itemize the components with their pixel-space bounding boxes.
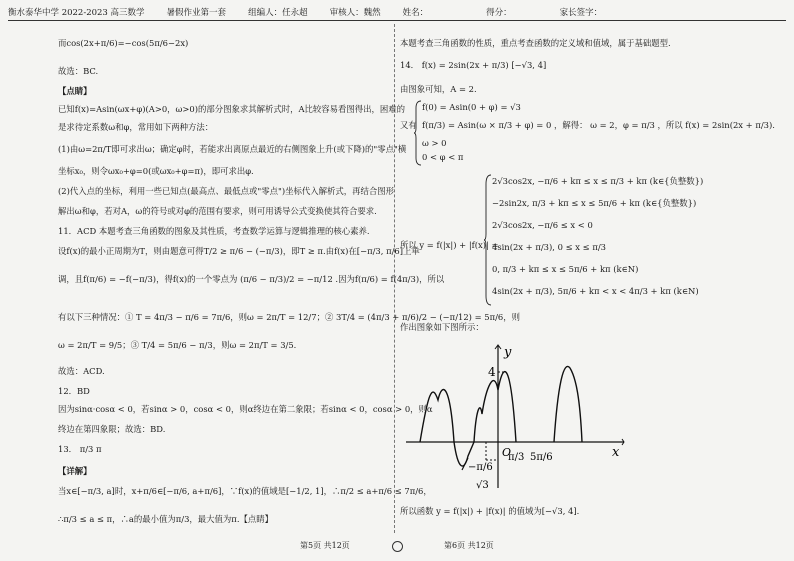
- brace-icon: [484, 174, 492, 306]
- text-line: 由图象可知，A = 2.: [400, 84, 477, 94]
- page-number-left: 第5页 共12页: [300, 541, 350, 550]
- curve-right: [554, 366, 582, 442]
- header-reviewer: 审核人：魏然: [329, 8, 381, 18]
- tick-label: 5π/6: [530, 452, 553, 463]
- header-compiler: 组编人：任永超: [248, 8, 308, 18]
- text-line: 12．BD: [58, 386, 90, 396]
- origin-label: O: [502, 446, 512, 459]
- max-label: 4: [488, 365, 496, 379]
- text-line: 调，且f(π/6) = −f(−π/3)，得f(x)的一个零点为 (π/6 − π/3)/2 = −π/12 .因为f(π/6) = f(4π/3)，所以: [58, 274, 445, 284]
- header-score: 得分：: [486, 8, 512, 18]
- text-line: 有以下三种情况：① T = 4π/3 − π/6 = 7π/6，则ω = 2π/T = 12/7；② 3T/4 = (4π/3 + π/6)/2 − (−π/12) = 5π/6，则: [58, 312, 521, 322]
- system-line: f(0) = Asin(0 + φ) = √3: [422, 102, 521, 112]
- piecewise-line: 2√3cos2x, −π/6 ≤ x < 0: [492, 220, 593, 230]
- text-line: 13． π/3 π: [58, 444, 102, 454]
- min-label: √3: [476, 480, 489, 490]
- header-parent: 家长签字：: [559, 8, 603, 18]
- text-line: 已知f(x)=Asin(ωx+φ)(A>0，ω>0)的部分图象求其解析式时，A比较容易看图得出，困难的: [58, 104, 406, 114]
- tick-label: π/3: [508, 452, 525, 463]
- text-line: 终边在第四象限；故选：BD.: [58, 424, 166, 434]
- text-line: 11．ACD 本题考查三角函数的图象及其性质，考查数学运算与逻辑推理的核心素养.: [58, 226, 370, 236]
- x-axis-label: x: [612, 445, 620, 460]
- text-line: 坐标x₀，则令ωx₀+φ=0(或ωx₀+φ=π)，即可求出φ.: [58, 166, 254, 176]
- text-line: ω = 2π/T = 9/5；③ T/4 = 5π/6 − π/3，则ω = 2π/T = 3/5.: [58, 340, 297, 350]
- text-line: (2)代入点的坐标，利用一些已知点(最高点、最低点或"零点")坐标代入解析式，再结合图形: [58, 186, 394, 196]
- text-line: ∴π/3 ≤ a ≤ π，∴a的最小值为π/3，最大值为π.【点睛】: [58, 514, 273, 524]
- text-line: 因为sinα·cosα < 0，若sinα > 0，cosα < 0，则α终边在第二象限；若sinα < 0，cosα > 0，则α: [58, 404, 433, 414]
- y-axis-label: y: [504, 345, 512, 360]
- text-line: 当x∈[−π/3, a]时，x+π/6∈[−π/6, a+π/6]，∵f(x)的值域是[−1/2, 1]，∴π/2 ≤ a+π/6 ≤ 7π/6，: [58, 486, 432, 496]
- text-line: 是求待定系数ω和φ，常用如下两种方法：: [58, 122, 214, 132]
- piecewise-line: 4sin(2x + π/3), 5π/6 + kπ < x < 4π/3 + kπ (k∈N): [492, 286, 699, 296]
- text-line: 14． f(x) = 2sin(2x + π/3) [−√3, 4]: [400, 60, 547, 70]
- text-line: 设f(x)的最小正周期为T，则由题意可得T/2 ≥ π/6 − (−π/3)，即T ≥ π.由f(x)在[−π/3, π/6]上单: [58, 246, 420, 256]
- piecewise-line: 2√3cos2x, −π/6 + kπ ≤ x ≤ π/3 + kπ (k∈{负整数}): [492, 176, 704, 186]
- section-tag: 【详解】: [58, 466, 92, 476]
- header-title: 暑假作业第一套: [166, 8, 227, 18]
- piecewise-line: −2sin2x, π/3 + kπ ≤ x ≤ 5π/6 + kπ (k∈{负整数}): [492, 198, 697, 208]
- text-line: 而cos(2x+π/6)=−cos(5π/6−2x): [58, 38, 189, 48]
- function-graph: [402, 342, 628, 490]
- piecewise-line: 0, π/3 + kπ ≤ x ≤ 5π/6 + kπ (k∈N): [492, 264, 639, 274]
- binding-hole-icon: [392, 541, 403, 552]
- piecewise-line: 4sin(2x + π/3), 0 ≤ x ≤ π/3: [492, 242, 606, 252]
- text-line: 作出图象如下图所示：: [400, 322, 484, 332]
- curve-left: [420, 390, 454, 442]
- text-line: 故选：BC.: [58, 66, 99, 76]
- brace-icon: [414, 100, 422, 166]
- system-line: ω > 0: [422, 138, 447, 148]
- header-school: 衡水泰华中学 2022-2023 高三数学: [8, 8, 145, 18]
- page-number-right: 第6页 共12页: [444, 541, 494, 550]
- text-line: 解出ω和φ，若对A，ω的符号或对φ的范围有要求，则可用诱导公式变换使其符合要求.: [58, 206, 377, 216]
- text-line: (1)由ω=2π/T即可求出ω；确定φ时，若能求出离原点最近的右侧图象上升(或下降)的"零点"横: [58, 144, 407, 154]
- text-line: 故选：ACD.: [58, 366, 105, 376]
- header-name: 姓名：: [402, 8, 429, 18]
- tick-label: −π/6: [468, 462, 493, 473]
- piecewise-prefix: 所以 y = f(|x|) + |f(x)| =: [400, 240, 499, 250]
- page-header: [8, 6, 786, 21]
- text-line: 本题考查三角函数的性质，重点考查函数的定义域和值域，属于基础题型.: [400, 38, 671, 48]
- system-prefix: 又有: [400, 120, 417, 130]
- system-line: 0 < φ < π: [422, 152, 464, 162]
- system-line: f(π/3) = Asin(ω × π/3 + φ) = 0 ，解得： ω = 2，φ = π/3 ，所以 f(x) = 2sin(2x + π/3).: [422, 120, 775, 130]
- section-tag: 【点睛】: [58, 86, 92, 96]
- text-line: 所以函数 y = f(|x|) + |f(x)| 的值域为[−√3, 4].: [400, 506, 580, 516]
